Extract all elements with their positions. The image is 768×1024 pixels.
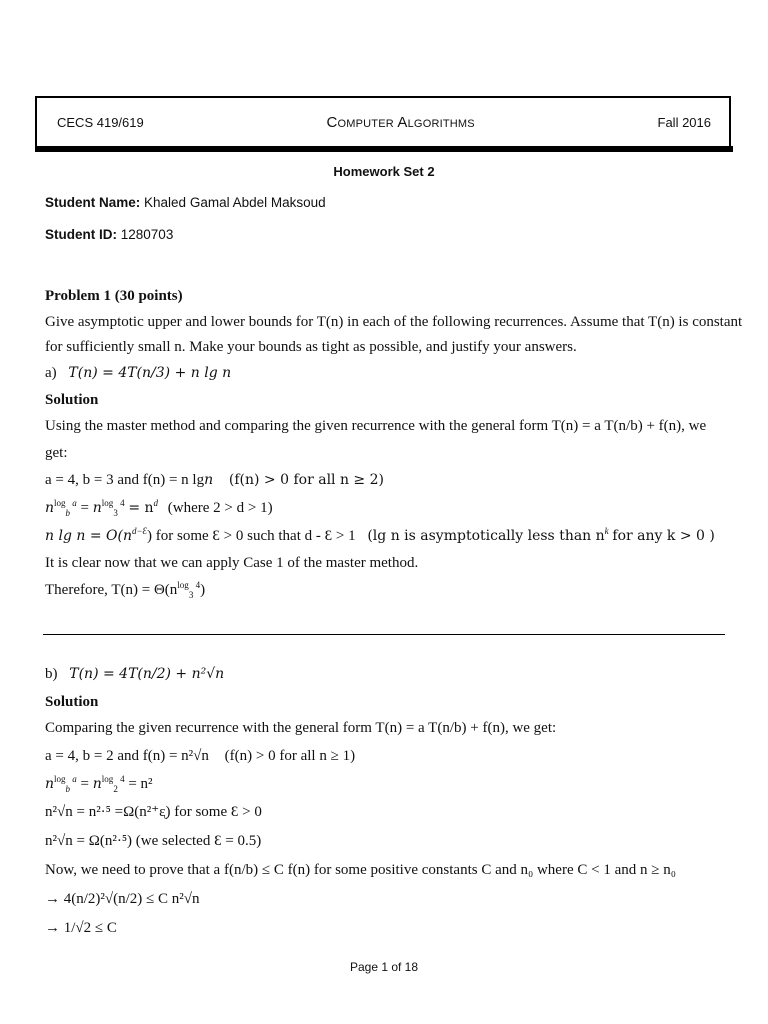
student-name: Khaled Gamal Abdel Maksoud	[144, 195, 326, 210]
part-a-line-3-math: n	[204, 472, 214, 488]
part-a-label: a)	[45, 365, 57, 381]
page-footer: Page 1 of 18	[349, 960, 419, 974]
part-a-line-4-eq: = n	[128, 500, 154, 516]
part-b-line-2-text: a = 4, b = 2 and f(n) = n²√n	[45, 748, 209, 764]
part-a-line-3-cond: (f(n) > 0 for all n ≥ 2)	[228, 472, 384, 488]
part-a-line-5-eq: n lg n = O(n	[45, 528, 132, 544]
part-b-line-2-cond: (f(n) > 0 for all n ≥ 1)	[224, 748, 356, 764]
problem-heading: Problem 1 (30 points)	[45, 288, 183, 304]
part-a-line-7: Therefore, $T(n) = \Theta(n^{log}_3$ $^4$)	[45, 580, 206, 600]
part-b-label: b)	[45, 666, 58, 682]
part-a-line-4-cond: (where 2 > d > 1)	[167, 500, 273, 516]
part-a-line-1: Using the master method and comparing the given recurrence with the general form T(n) = a T(n/b) + f(n), we	[45, 418, 707, 434]
student-id-label: Student ID:	[45, 227, 117, 242]
part-b-solution-heading: Solution	[45, 694, 99, 710]
part-b-line-5: n²√n = Ω(n²·⁵) (we selected Ɛ = 0.5)	[45, 833, 262, 849]
student-name-line	[45, 195, 326, 210]
part-b-recurrence	[45, 665, 723, 683]
student-name-label: Student Name:	[45, 195, 141, 210]
course-title: Computer Algorithms	[326, 114, 475, 131]
problem-statement-1: Give asymptotic upper and lower bounds for T(n) in each of the following recurrences. Assume that T(n) is constant	[45, 314, 743, 330]
part-a-line-2: get:	[45, 445, 68, 461]
part-a-equation: T(n) = 4T(n/3) + n lg n	[68, 365, 232, 381]
part-b-line-3: $n^{log}_b$ $^a = n^{log}_2$ $^4$ = n²	[45, 774, 153, 794]
part-a-line-7-text: Therefore, T(n) = Θ(n	[45, 582, 178, 598]
course-code: CECS 419/619	[57, 115, 144, 130]
part-b-equation: T(n) = 4T(n/2) + n²√n	[69, 666, 225, 682]
part-b-line-6: Now, we need to prove that a f(n/b) ≤ C f(n) for some positive constants C and n₀ where C < 1 and n ≥ n₀	[45, 862, 676, 878]
part-a-recurrence	[45, 364, 723, 382]
part-b-line-7: → 4(n/2)²√(n/2) ≤ C n²√n	[45, 891, 200, 907]
section-divider	[43, 634, 725, 635]
part-a-solution-heading: Solution	[45, 392, 99, 408]
part-a-line-5-note2: for any k > 0 )	[612, 528, 715, 544]
header-row	[57, 114, 711, 131]
student-id-line	[45, 227, 173, 242]
part-b-line-1: Comparing the given recurrence with the general form T(n) = a T(n/b) + f(n), we get:	[45, 720, 557, 736]
part-a-line-5-note: (lg n is asymptotically less than n	[367, 528, 605, 544]
problem-statement-2: for sufficiently small n. Make your bounds as tight as possible, and justify your answers.	[45, 339, 577, 355]
part-a-line-5: n $\lg n = O(n^{d-Ɛ})$ for some Ɛ > 0 such that d - Ɛ > 1 (lg n is asymptotically less than $n^k$ for any k > 0 )	[45, 526, 715, 544]
part-b-line-4: n²√n = n²·⁵ =Ω(n²⁺ᶓ) for some Ɛ > 0	[45, 804, 262, 820]
part-b-line-2	[45, 747, 723, 765]
document-header	[35, 96, 731, 150]
header-rule	[35, 146, 733, 152]
homework-title: Homework Set 2	[333, 164, 435, 179]
part-b-line-3-eq: = n²	[128, 776, 153, 792]
part-a-line-5-cond: ) for some Ɛ > 0 such that d - Ɛ > 1	[147, 528, 356, 544]
part-a-line-4: $n^{log}_b$ $^a = n^{log}_3$ $^4 = n^d$ (where 2 > d > 1)	[45, 498, 273, 518]
part-a-line-3	[45, 471, 723, 489]
part-a-line-3-text: a = 4, b = 3 and f(n) = n lg	[45, 472, 205, 488]
student-id: 1280703	[120, 227, 174, 242]
part-a-line-6: It is clear now that we can apply Case 1 of the master method.	[45, 555, 419, 571]
part-b-line-8: → 1/√2 ≤ C	[45, 920, 117, 936]
term: Fall 2016	[657, 115, 711, 130]
